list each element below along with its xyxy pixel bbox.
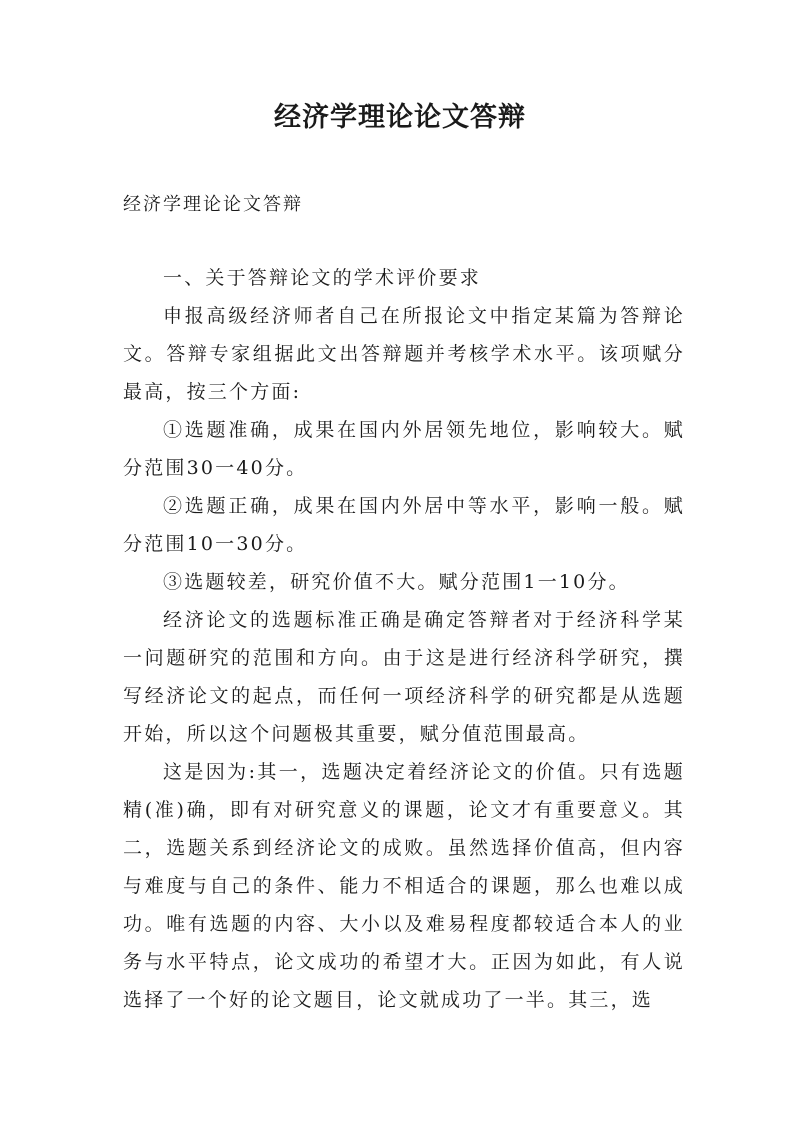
body-paragraph: ③选题较差，研究价值不大。赋分范围1一10分。 bbox=[163, 571, 630, 593]
document-subtitle: 经济学理论论文答辩 bbox=[123, 194, 303, 215]
body-paragraph: ①选题准确，成果在国内外居领先地位，影响较大。赋分范围30一40分。 bbox=[123, 419, 685, 479]
document-title: 经济学理论论文答辩 bbox=[274, 102, 526, 133]
body-paragraph: 这是因为:其一，选题决定着经济论文的价值。只有选题精(准)确，即有对研究意义的课题，论文才有重要意义。其二，选题关系到经济论文的成败。虽然选择价值高，但内容与难度与自己的条件、能力不相适合的课题，那么也难以成功。唯有选题的内容、大小以及难易程度都较适合本人的业务与水平特点，论文成功的希望才大。正因为如此，有人说选择了一个好的论文题目，论文就成功了一半。其三，选 bbox=[123, 761, 685, 1011]
document-body bbox=[123, 259, 685, 1019]
body-paragraph: 申报高级经济师者自己在所报论文中指定某篇为答辩论文。答辩专家组据此文出答辩题并考核学术水平。该项赋分最高，按三个方面: bbox=[123, 305, 685, 403]
body-paragraph: 经济论文的选题标准正确是确定答辩者对于经济科学某一问题研究的范围和方向。由于这是进行经济科学研究，撰写经济论文的起点，而任何一项经济科学的研究都是从选题开始，所以这个问题极其重要，赋分值范围最高。 bbox=[123, 609, 685, 745]
body-paragraph: ②选题正确，成果在国内外居中等水平，影响一般。赋分范围10一30分。 bbox=[123, 495, 685, 555]
section-heading: 一、关于答辩论文的学术评价要求 bbox=[163, 267, 482, 289]
